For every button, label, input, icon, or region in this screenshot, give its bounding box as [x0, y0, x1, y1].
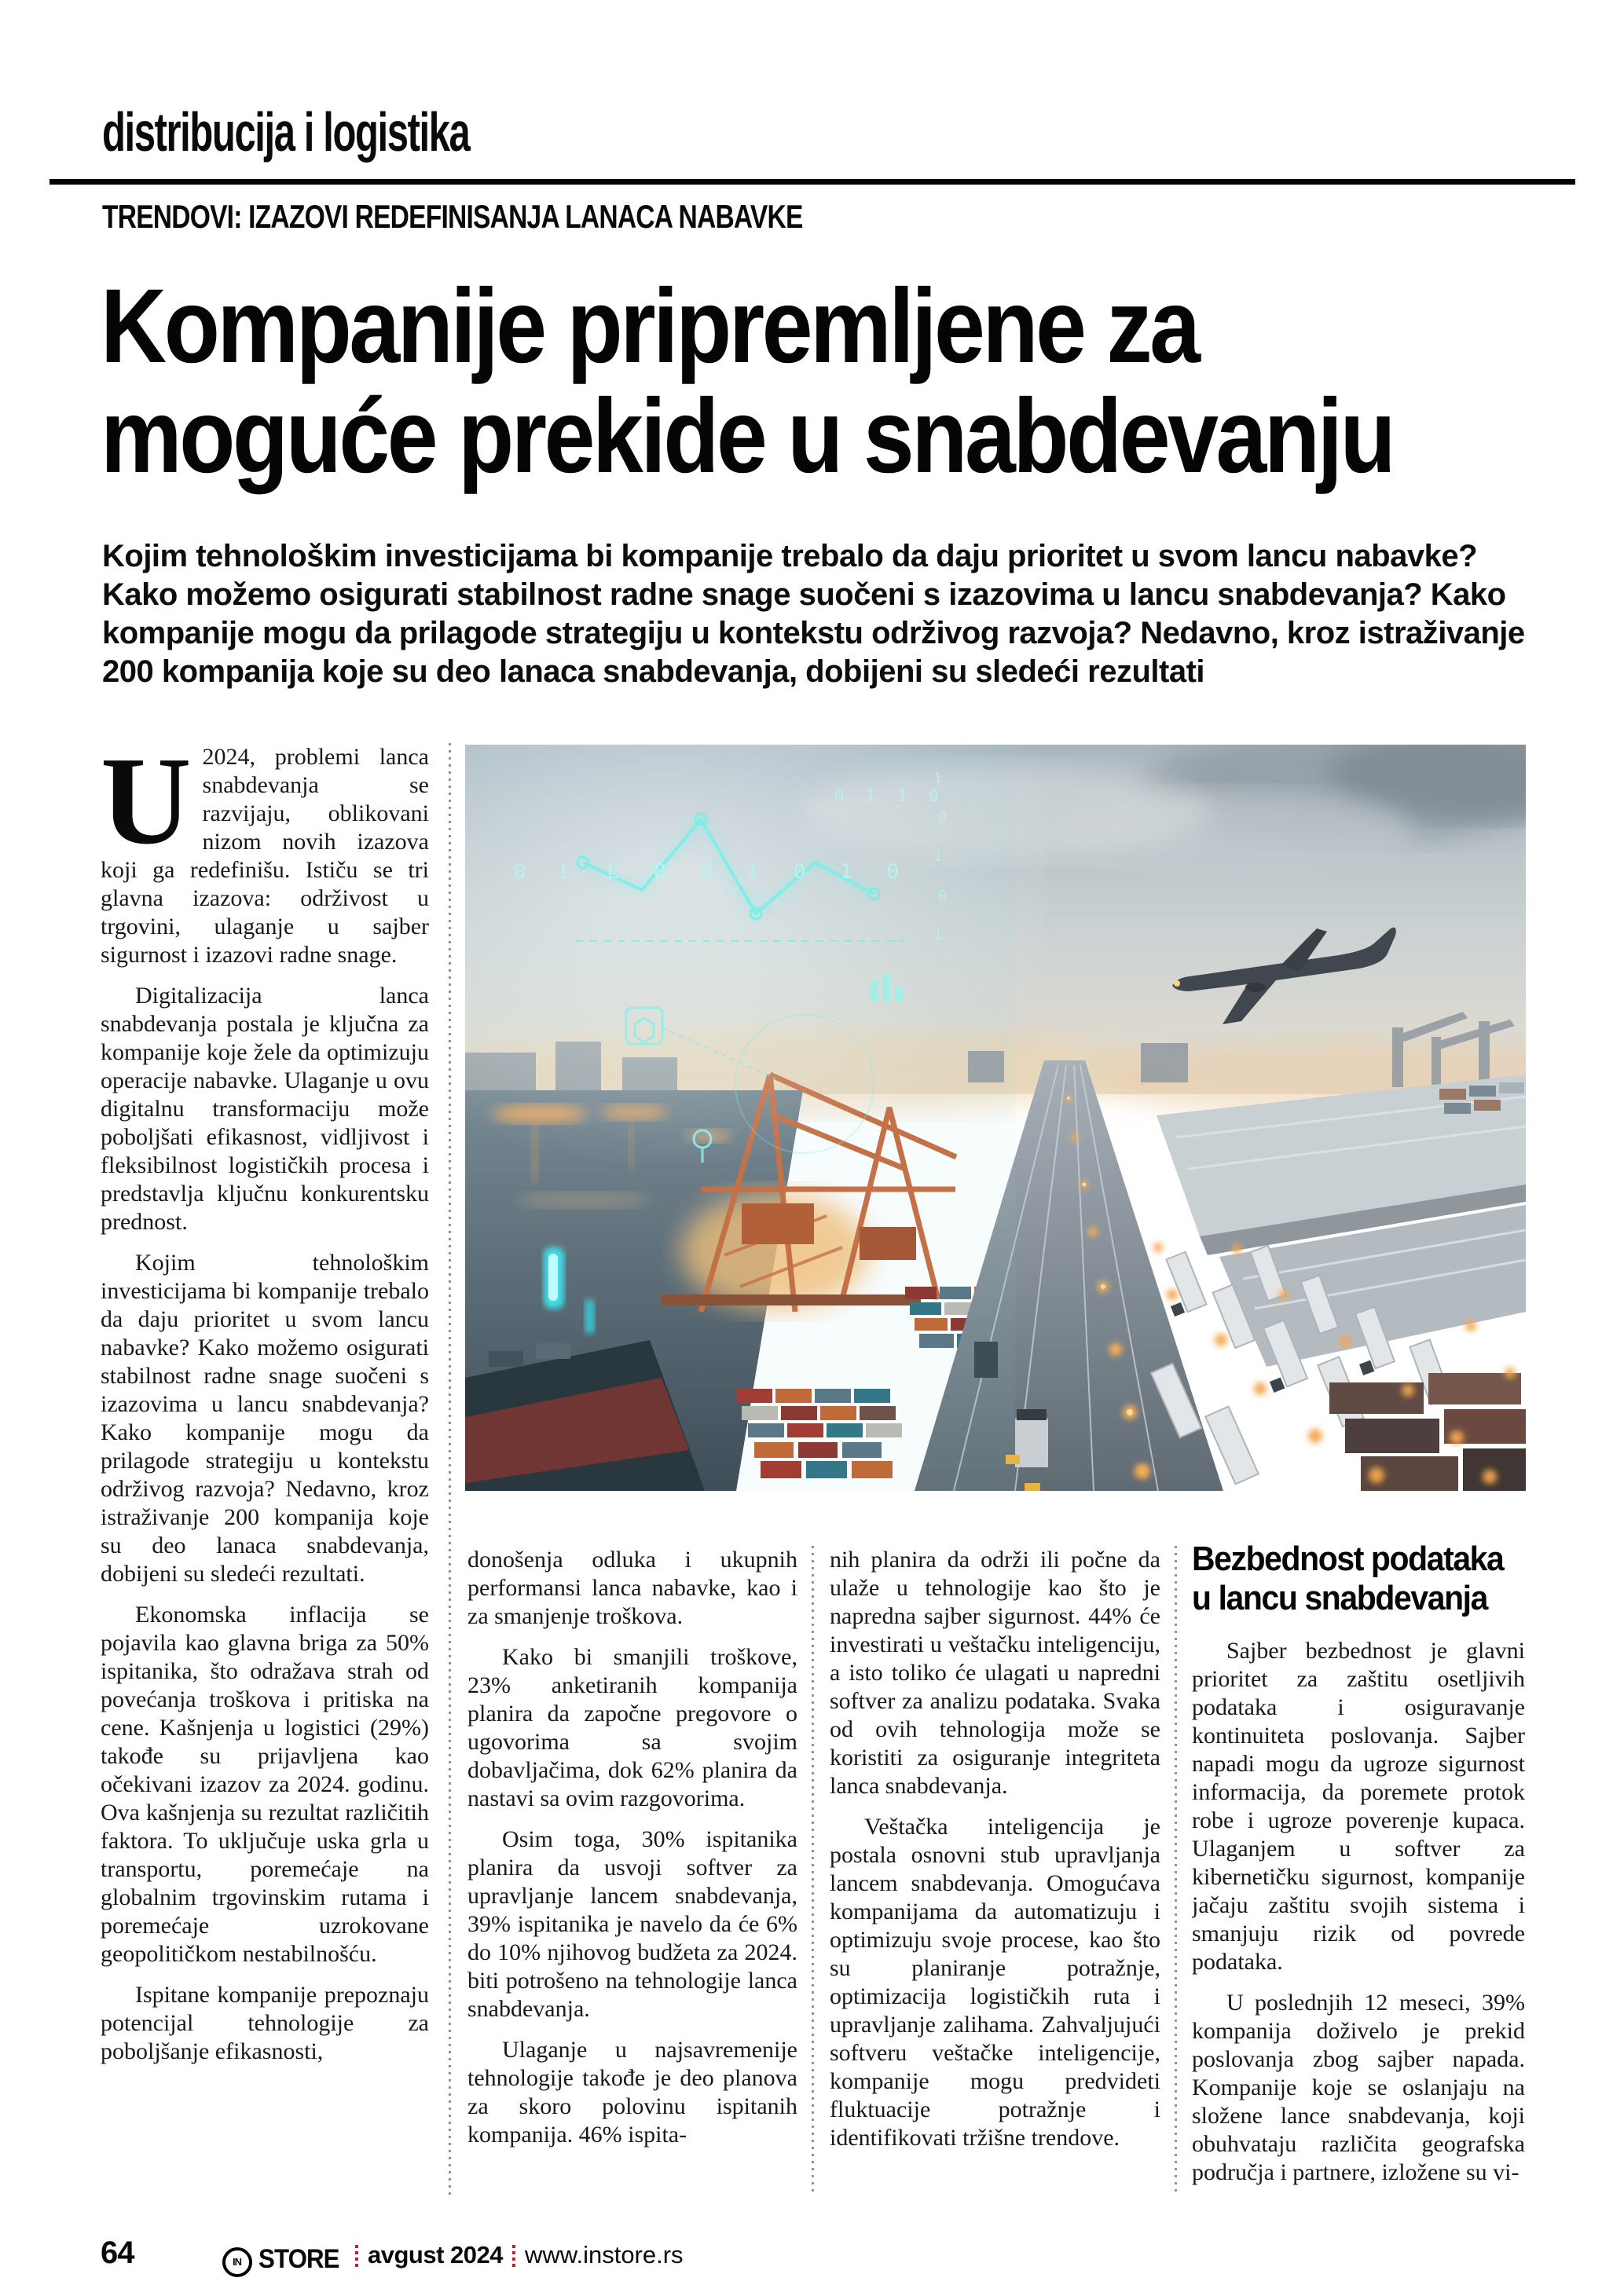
column-divider — [812, 1546, 814, 2195]
paragraph: Veštačka inteligencija je postala osnovni stub upravljanja lancem snabdevanja. Omogućava kompanijama da automatizuju i optimizuju svoje procese, kao što su planiranje potražnje, optimizacija logističkih ruta i upravljanje zalihama. Zahvaljujući softveru veštačke inteligencije, kompanije mogu predvideti fluktuacije potražnje i identifikovati tržišne trendove. — [830, 1814, 1160, 2151]
hud-overlay — [465, 745, 1047, 1491]
hero-photo-svg — [465, 745, 1526, 1491]
headline-line-2: moguće prekide u snabdevanju — [101, 378, 1394, 495]
column-divider — [449, 743, 451, 2196]
section-title: distribucija i logistika — [102, 101, 470, 163]
subsection-heading: Bezbednost podataka u lancu snabdevanja — [1192, 1540, 1504, 1617]
drop-cap: U — [101, 743, 192, 870]
issue-date: avgust 2024 — [368, 2241, 504, 2269]
body-column-3 — [830, 1546, 1160, 2196]
paragraph: Digitalizacija lanca snabdevanja postala je ključna za kompanije koje žele da optimizuju operacije nabavke. Ulaganje u ovu digitalnu transformaciju može poboljšati efikasnost, vidljivost i fleksibilnost logističkih procesa i predstavlja ključnu konkurentsku prednost. — [101, 983, 429, 1235]
svg-text:0: 0 — [938, 888, 947, 904]
body-column-4 — [1192, 1540, 1525, 2196]
headline-line-1: Kompanije pripremljene za — [101, 268, 1198, 385]
paragraph: U 2024, problemi lanca snabdevanja se razvijaju, oblikovani nizom novih izazova koji ga redefinišu. Ističu se tri glavna izazova: održivost u trgovini, ulaganje u sajber sigurnost i izazovi radne snage. — [101, 743, 429, 968]
in-circle-icon: IN — [222, 2247, 252, 2277]
headline — [101, 268, 1394, 495]
svg-text:1: 1 — [933, 770, 942, 786]
paragraph: Kako bi smanjili troškove, 23% anketiranih kompanija planira da započne pregovore o ugovorima sa svojim dobavljačima, dok 62% planira da nastavi sa ovim razgovorima. — [467, 1644, 797, 1811]
svg-text:1: 1 — [933, 927, 942, 943]
paragraph: Ulaganje u najsavremenije tehnologije takođe je deo planova za skoro polovinu ispitanih kompanija. 46% ispita- — [467, 2037, 797, 2148]
paragraph: Ispitane kompanije prepoznaju potencijal tehnologije za poboljšanje efikasnosti, — [101, 1982, 429, 2064]
paragraph: U poslednjih 12 meseci, 39% kompanija doživelo je prekid poslovanja zbog sajber napada. Kompanije koje se oslanjaju na složene lance snabdevanja, koji obuhvataju različita geografska područja i partnere, izložene su vi- — [1192, 1990, 1525, 2185]
body-column-2 — [467, 1546, 797, 2196]
brand-store: STORE — [258, 2244, 339, 2274]
svg-text:0: 0 — [938, 809, 947, 826]
paragraph: Ekonomska inflacija se pojavila kao glavna briga za 50% ispitanika, što odražava strah od povećanja troškova i pritiska na cene. Kašnjenja u logistici (29%) takođe su prijavljena kao očekivani izazov za 2024. godinu. Ova kašnjenja su rezultat različitih faktora. To uključuje uska grla u transportu, poremećaje na globalnim trgovinskim rutama i poremećaje uzrokovane geopolitičkom nestabilnošću. — [101, 1602, 429, 1967]
body-column-1 — [101, 743, 429, 2198]
paragraph: donošenja odluka i ukupnih performansi lanca nabavke, kao i za smanjenje troškova. — [467, 1547, 797, 1629]
header-rule — [49, 179, 1575, 185]
paragraph: Kojim tehnološkim investicijama bi kompanije trebalo da daju prioritet u svom lancu nabavke? Kako možemo osigurati stabilnost radne snage suočeni s izazovima u lancu snabdevanja? Kako kompanije mogu da prilagode strategiju u kontekstu održivog razvoja? Nedavno, kroz istraživanje 200 kompanija koje su deo lanaca snabdevanja, dobijeni su sledeći rezultati. — [101, 1250, 429, 1587]
paragraph: Sajber bezbednost je glavni prioritet za zaštitu osetljivih podataka i osiguravanje kontinuiteta poslovanja. Sajber napadi mogu da ugroze sigurnost informacija, da poremete protok robe i ugroze poverenje kupaca. Ulaganjem u softver za kibernetičku sigurnost, kompanije jačaju zaštitu svojih sistema i smanjuju rizik od povrede podataka. — [1192, 1638, 1525, 1975]
paragraph: Osim toga, 30% ispitanika planira da usvoji softver za upravljanje lancem snabdevanja, 39% ispitanika je navelo da će 6% do 10% njihovog budžeta za 2024. biti potrošeno na tehnologije lanca snabdevanja. — [467, 1826, 797, 2022]
footer-separator — [512, 2245, 515, 2269]
svg-text:1: 1 — [933, 848, 942, 865]
column-divider — [1175, 1546, 1177, 2195]
hero-photo — [465, 745, 1526, 1491]
kicker: TRENDOVI: IZAZOVI REDEFINISANJA LANACA NABAVKE — [102, 198, 803, 235]
svg-text:0 L E 8 0 1 0 1 0: 0 L E 8 0 1 0 1 0 — [514, 860, 911, 884]
lead-paragraph: Kojim tehnološkim investicijama bi kompanije trebalo da daju prioritet u svom lancu nabavke? Kako možemo osigurati stabilnost radne snage suočeni s izazovima u lancu snabdevanja? Kako kompanije mogu da prilagode strategiju u kontekstu održivog razvoja? Nedavno, kroz istraživanje 200 kompanija koje su deo lanaca snabdevanja, dobijeni su sledeći rezultati — [102, 539, 1525, 689]
paragraph: nih planira da održi ili počne da ulaže u tehnologije kao što je napredna sajber sigurnost. 44% će investirati u veštačku inteligenciju, a isto toliko će ulagati u napredni softver za analizu podataka. Svaka od ovih tehnologija može se koristiti za osiguranje integriteta lanca snabdevanja. — [830, 1547, 1160, 1799]
footer-separator — [355, 2245, 358, 2269]
instore-logo — [222, 2244, 346, 2275]
svg-text:0 1 1 0: 0 1 1 0 — [834, 786, 945, 805]
website-url: www.instore.rs — [525, 2241, 684, 2269]
page-footer — [101, 2236, 684, 2275]
page-number: 64 — [101, 2236, 134, 2270]
